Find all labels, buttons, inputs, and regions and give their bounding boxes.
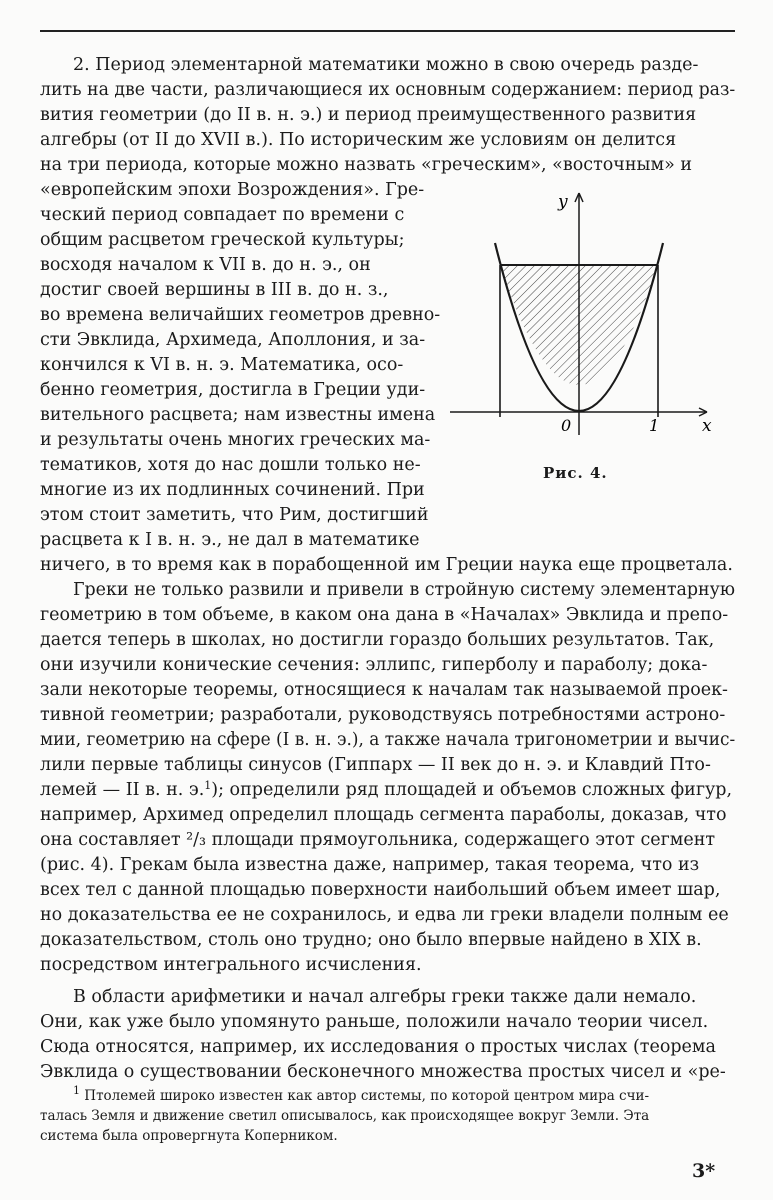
text-line: восходя началом к VII в. до н. э., он	[40, 255, 371, 275]
text-line	[40, 778, 732, 803]
text-line: тематиков, хотя до нас дошли только не-	[40, 455, 421, 475]
text-line: но доказательства ее не сохранилось, и едва ли греки владели полным ее	[40, 905, 729, 925]
text-span: она составляет	[40, 830, 187, 850]
text-line: Эвклида о существовании бесконечного множества простых чисел и «ре-	[40, 1062, 726, 1082]
text-line: всех тел с данной площадью поверхности наибольший объем имеет шар,	[40, 880, 721, 900]
tick-label-one: 1	[649, 416, 660, 435]
text-line: вития геометрии (до II в. н. э.) и период преимущественного развития	[40, 105, 697, 125]
text-line: Они, как уже было упомянуто раньше, положили начало теории чисел.	[40, 1012, 709, 1032]
text-line: например, Архимед определил площадь сегмента параболы, доказав, что	[40, 805, 727, 825]
text-line: Греки не только развили и привели в стройную систему элементарную	[73, 580, 736, 600]
text-span: лемей — II в. н. э.	[40, 780, 205, 800]
text-line	[40, 828, 715, 853]
page-number: 3*	[692, 1160, 716, 1182]
text-line: лить на две части, различающиеся их основным содержанием: период раз-	[40, 80, 736, 100]
text-line: они изучили конические сечения: эллипс, гиперболу и параболу; дока-	[40, 655, 708, 675]
footnote-reference[interactable]: 1	[204, 779, 212, 792]
x-axis-label: x	[702, 416, 712, 436]
text-line: сти Эвклида, Архимеда, Аполлония, и за-	[40, 330, 426, 350]
text-line: этом стоит заметить, что Рим, достигший	[40, 505, 429, 525]
text-line: зали некоторые теоремы, относящиеся к началам так называемой проек-	[40, 680, 728, 700]
text-line: посредством интегрального исчисления.	[40, 955, 422, 975]
text-line: дается теперь в школах, но достигли гораздо больших результатов. Так,	[40, 630, 715, 650]
text-line: кончился к VI в. н. э. Математика, осо-	[40, 355, 404, 375]
text-line: 2. Период элементарной математики можно в свою очередь разде-	[73, 55, 699, 75]
y-axis-label: y	[558, 192, 568, 212]
text-line: В области арифметики и начал алгебры греки также дали немало.	[73, 987, 697, 1007]
text-line: доказательством, столь оно трудно; оно было впервые найдено в XIX в.	[40, 930, 702, 950]
text-span: Птолемей широко известен как автор системы, по которой центром мира счи-	[80, 1088, 650, 1104]
text-span: ); определили ряд площадей и объемов сложных фигур,	[211, 780, 733, 800]
footnote-line	[73, 1086, 649, 1106]
footnote-mark: 1	[73, 1084, 80, 1097]
text-line: бенно геометрия, достигла в Греции уди-	[40, 380, 426, 400]
text-line: общим расцветом греческой культуры;	[40, 230, 405, 250]
text-line: многие из их подлинных сочинений. При	[40, 480, 425, 500]
top-rule	[40, 30, 735, 32]
text-line: «европейским эпохи Возрождения». Гре-	[40, 180, 425, 200]
text-line: и результаты очень многих греческих ма-	[40, 430, 431, 450]
figure-caption: Рис. 4.	[543, 464, 608, 482]
footnote-line: талась Земля и движение светил описывалось, как происходящее вокруг Земли. Эта	[40, 1108, 650, 1124]
text-line: ческий период совпадает по времени с	[40, 205, 405, 225]
text-line: расцвета к I в. н. э., не дал в математике	[40, 530, 420, 550]
text-line: тивной геометрии; разработали, руководствуясь потребностями астроно-	[40, 705, 726, 725]
figure-parabola	[445, 185, 725, 455]
text-line: мии, геометрию на сфере (I в. н. э.), а также начала тригонометрии и вычис-	[40, 730, 736, 750]
origin-label: 0	[561, 416, 572, 435]
text-line: во времена величайших геометров древно-	[40, 305, 441, 325]
text-line: геометрию в том объеме, в каком она дана в «Началах» Эвклида и препо-	[40, 605, 729, 625]
fraction: ²/₃	[186, 830, 206, 850]
text-line: ничего, в то время как в порабощенной им Греции наука еще процветала.	[40, 555, 733, 575]
text-line: (рис. 4). Грекам была известна даже, например, такая теорема, что из	[40, 855, 700, 875]
text-line: достиг своей вершины в III в. до н. з.,	[40, 280, 389, 300]
text-span: площади прямоугольника, содержащего этот сегмент	[206, 830, 716, 850]
text-line: вительного расцвета; нам известны имена	[40, 405, 436, 425]
text-line: лили первые таблицы синусов (Гиппарх — II век до н. э. и Клавдий Пто-	[40, 755, 711, 775]
text-line: Сюда относятся, например, их исследования о простых числах (теорема	[40, 1037, 716, 1057]
text-line: на три периода, которые можно назвать «греческим», «восточным» и	[40, 155, 693, 175]
footnote-line: система была опровергнута Коперником.	[40, 1128, 338, 1144]
text-line: алгебры (от II до XVII в.). По историческим же условиям он делится	[40, 130, 677, 150]
